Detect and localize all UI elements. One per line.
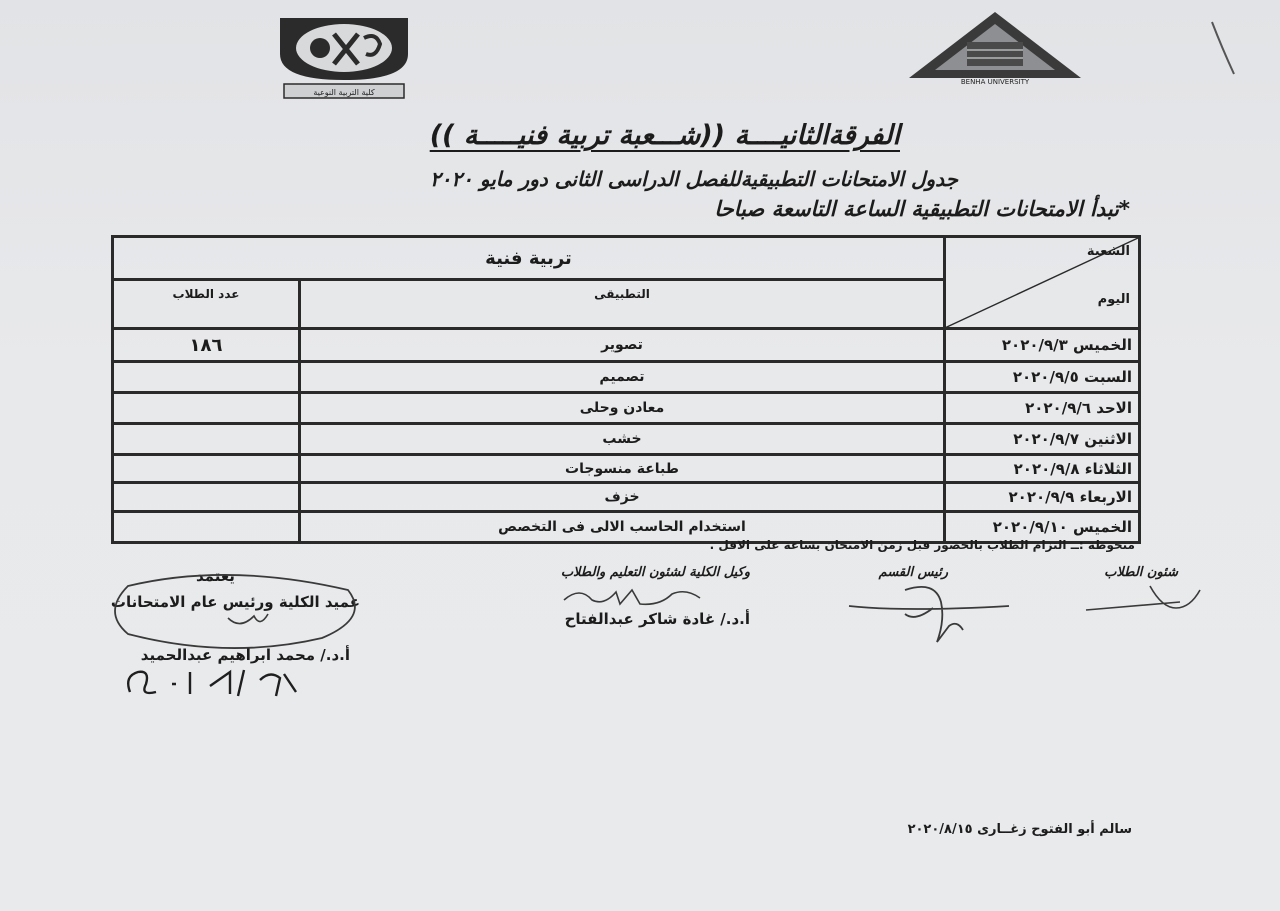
- pen-stroke-mark: [1208, 18, 1238, 78]
- exam-subject: خشب: [300, 423, 945, 454]
- student-count: [113, 512, 300, 543]
- prepared-by-footer: سالم أبو الفتوح زغــارى ٢٠٢٠/٨/١٥: [907, 822, 1132, 837]
- exam-schedule-table: [111, 235, 1141, 544]
- table-row: [113, 329, 1140, 362]
- table-row: [113, 483, 1140, 512]
- exam-day: الاثنين ٢٠٢٠/٩/٧: [945, 423, 1140, 454]
- university-logo-text: BENHA UNIVERSITY: [960, 78, 1030, 86]
- department-head-signature: [845, 572, 1015, 650]
- student-count: [113, 423, 300, 454]
- start-time-note: *تبدأ الامتحانات التطبيقية الساعة التاسعة صباحا: [714, 197, 1130, 221]
- schedule-subtitle: جدول الامتحانات التطبيقيةللفصل الدراسى الثانى دور مايو ٢٠٢٠: [429, 167, 958, 191]
- dean-handwritten-date: [120, 662, 310, 702]
- vice-dean-signature: [560, 582, 710, 610]
- exam-subject: معادن وحلى: [300, 393, 945, 424]
- exam-subject: استخدام الحاسب الالى فى التخصص: [300, 512, 945, 543]
- corner-cell: [945, 237, 1140, 329]
- student-count: ١٨٦: [113, 329, 300, 362]
- dean-name: أ.د./ محمد ابراهيم عبدالحميد: [140, 646, 350, 664]
- table-row: [113, 454, 1140, 483]
- student-affairs-label: شئون الطلاب: [1104, 565, 1178, 580]
- exam-subject: طباعة منسوجات: [300, 454, 945, 483]
- student-count: [113, 393, 300, 424]
- table-header-row: [113, 237, 1140, 280]
- subject-column-header: التطبيقى: [300, 280, 945, 329]
- exam-day: الخميس ٢٠٢٠/٩/٣: [945, 329, 1140, 362]
- student-count: [113, 454, 300, 483]
- table-row: [113, 423, 1140, 454]
- dean-title: عميد الكلية ورئيس عام الامتحانات: [110, 593, 360, 611]
- exam-day: السبت ٢٠٢٠/٩/٥: [945, 362, 1140, 393]
- exam-day: الثلاثاء ٢٠٢٠/٩/٨: [945, 454, 1140, 483]
- university-logo: [905, 8, 1085, 86]
- table-row: [113, 362, 1140, 393]
- exam-subject: خزف: [300, 483, 945, 512]
- student-count: [113, 483, 300, 512]
- department-header: تربية فنية: [113, 237, 945, 280]
- student-count-column-header: عدد الطلاب: [113, 280, 300, 329]
- student-affairs-signature: [1080, 578, 1220, 618]
- attendance-note: منحوظة :ــ التزام الطلاب بالحضور قبل زمن الامتحان بساعة على الاقل .: [709, 538, 1135, 552]
- exam-day: الاحد ٢٠٢٠/٩/٦: [945, 393, 1140, 424]
- vice-dean-name: أ.د./ غادة شاكر عبدالفتاح: [564, 610, 750, 628]
- faculty-logo: [276, 14, 412, 100]
- page-title: الفرقةالثانيــــة ((شـــعبة تربية فنيـــــة )): [429, 120, 900, 151]
- faculty-logo-text: كلية التربية النوعية: [313, 88, 375, 97]
- student-count: [113, 362, 300, 393]
- approval-circle-signature: [108, 568, 364, 650]
- corner-label-section: الشعبة: [1086, 244, 1130, 259]
- department-head-label: رئيس القسم: [878, 565, 948, 580]
- approve-label: يعتمد: [196, 567, 235, 585]
- vice-dean-title: وكيل الكلية لشئون التعليم والطلاب: [560, 565, 750, 580]
- exam-day: الخميس ٢٠٢٠/٩/١٠: [945, 512, 1140, 543]
- exam-day: الاربعاء ٢٠٢٠/٩/٩: [945, 483, 1140, 512]
- corner-label-day: اليوم: [1097, 292, 1130, 308]
- table-row: [113, 393, 1140, 424]
- exam-subject: تصوير: [300, 329, 945, 362]
- exam-subject: تصميم: [300, 362, 945, 393]
